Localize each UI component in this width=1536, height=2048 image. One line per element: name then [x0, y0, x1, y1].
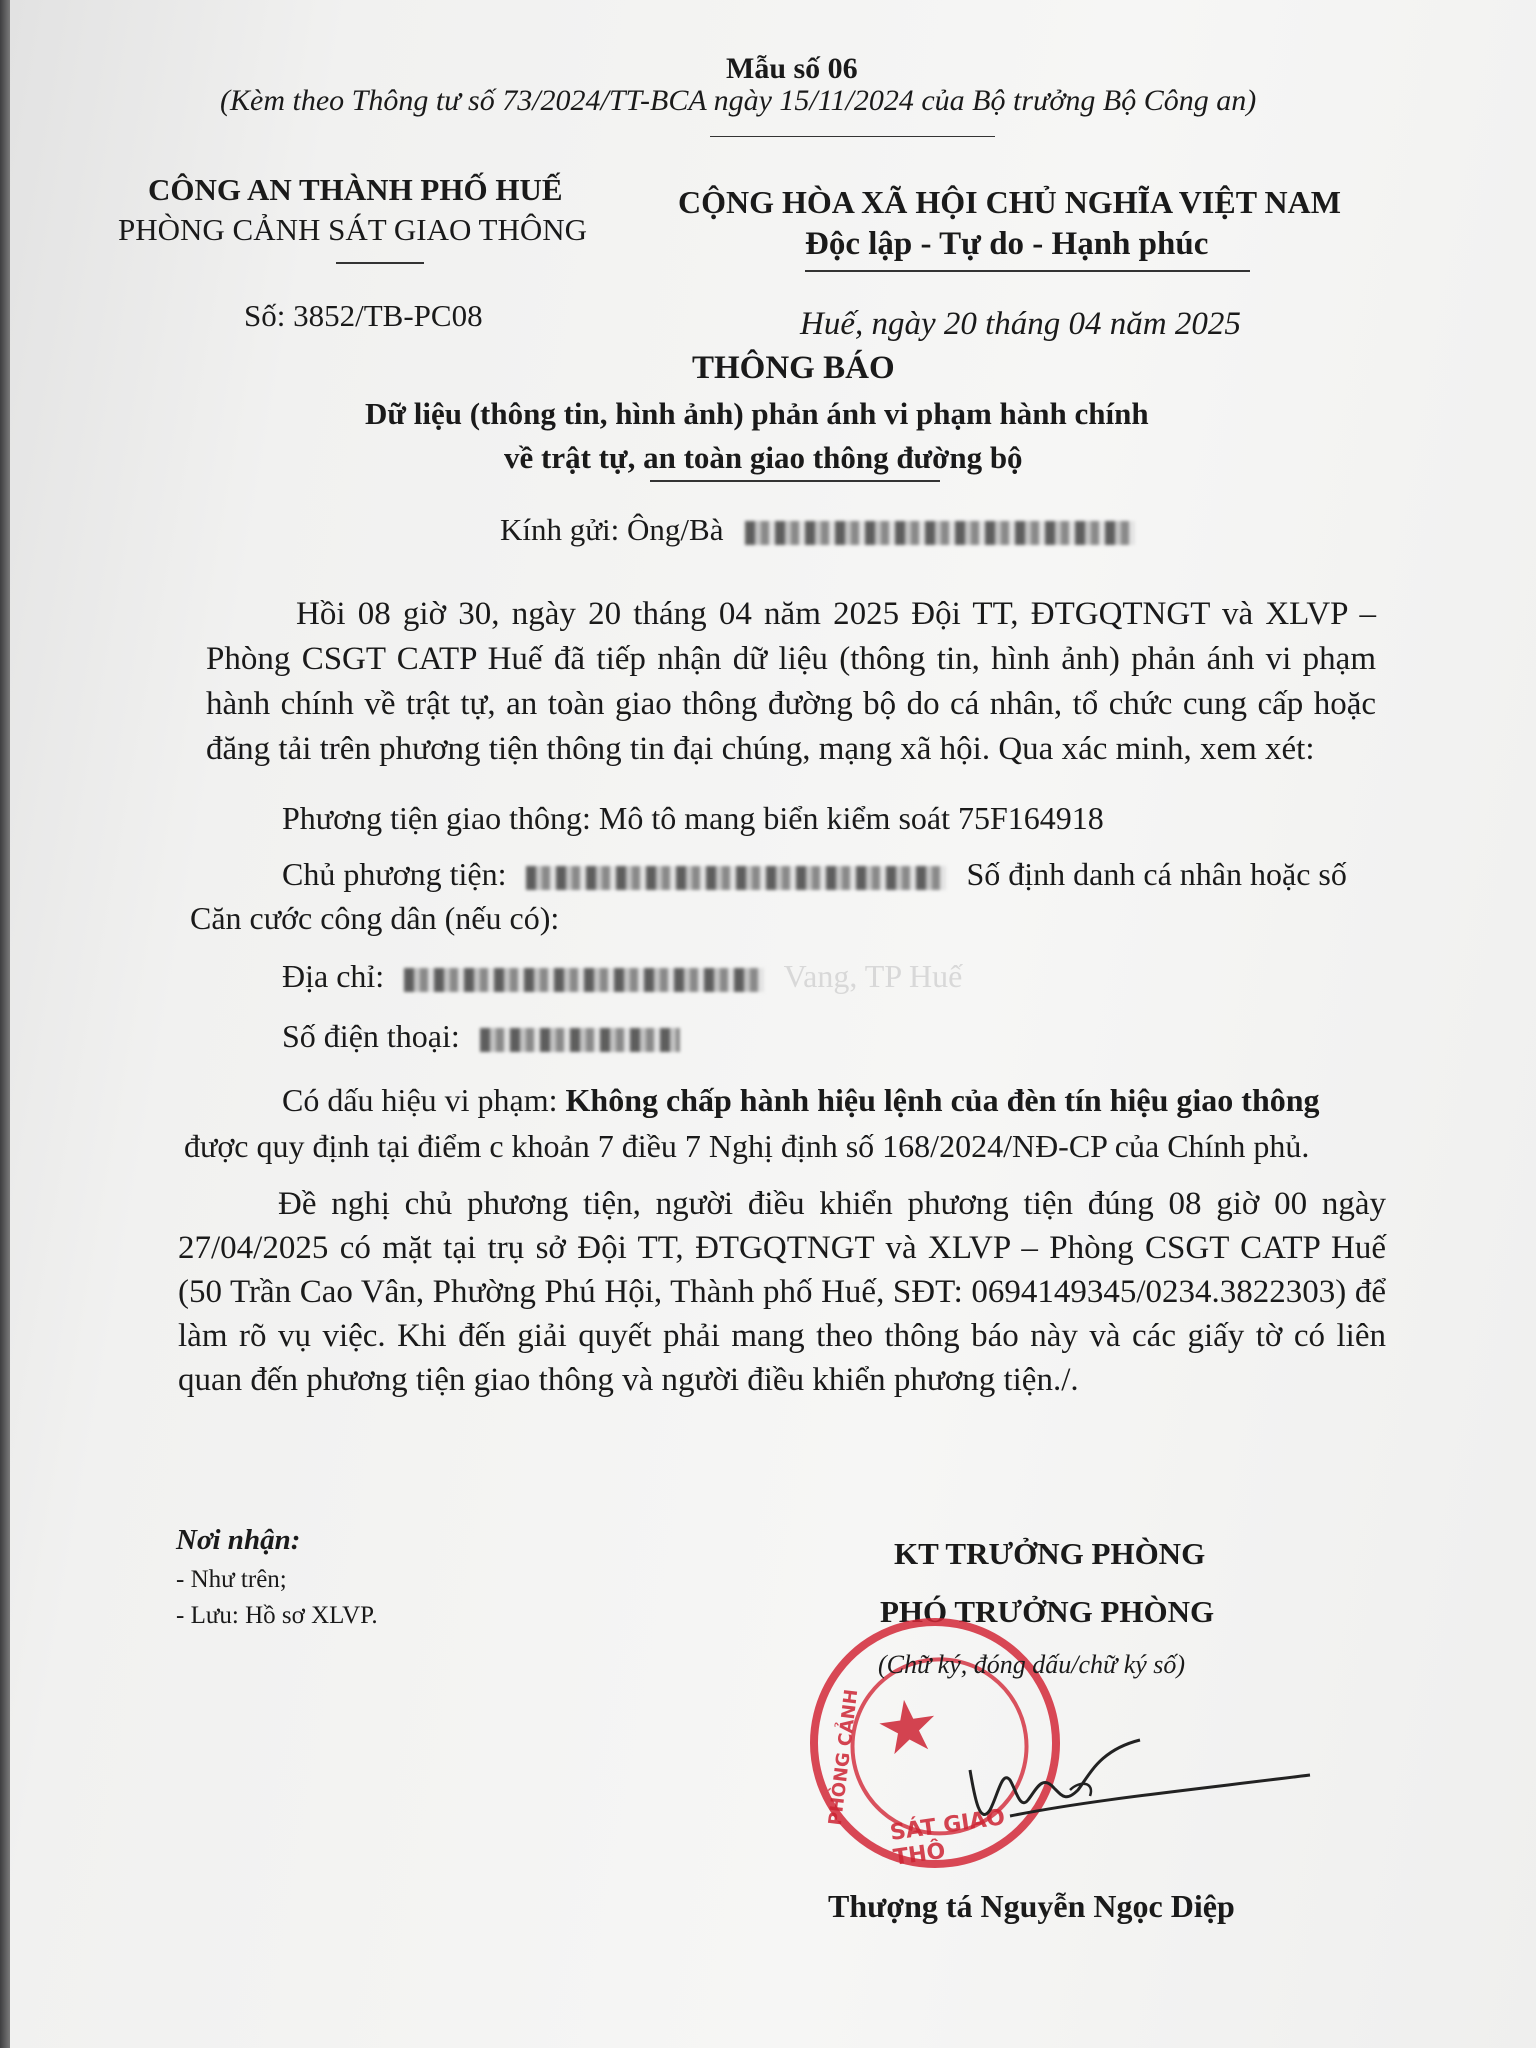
- handwritten-signature: [950, 1730, 1330, 1840]
- signature-note: (Chữ ký, đóng dấu/chữ ký số): [878, 1650, 1186, 1679]
- receivers-title: Nơi nhận:: [176, 1524, 301, 1556]
- redacted-recipient-name: [745, 521, 1135, 545]
- address-line: [282, 958, 962, 995]
- owner-id-label: Số định danh cá nhân hoặc số: [966, 856, 1347, 892]
- document-subtitle-2: về trật tự, an toàn giao thông đường bộ: [504, 440, 1023, 475]
- document-number: Số: 3852/TB-PC08: [244, 298, 483, 333]
- issue-date: Huế, ngày 20 tháng 04 năm 2025: [800, 306, 1241, 342]
- request-paragraph: [178, 1182, 1386, 1402]
- stamp-star-icon: ★: [869, 1680, 946, 1773]
- form-divider: [710, 136, 995, 137]
- nation-motto: Độc lập - Tự do - Hạnh phúc: [805, 226, 1209, 262]
- owner-id-label-2: Căn cước công dân (nếu có):: [190, 900, 560, 936]
- owner-line: [282, 856, 1347, 893]
- address-label: Địa chỉ:: [282, 958, 385, 994]
- desk-edge: [0, 0, 10, 2048]
- motto-underline: [805, 270, 1250, 272]
- signature-title-1: KT TRƯỞNG PHÒNG: [894, 1536, 1206, 1571]
- owner-label: Chủ phương tiện:: [282, 856, 507, 892]
- stamp-text-bottom: SÁT GIAO THÔ: [888, 1805, 1007, 1871]
- phone-label: Số điện thoại:: [282, 1018, 460, 1054]
- phone-line: [282, 1018, 680, 1055]
- form-number: Mẫu số 06: [726, 52, 858, 85]
- violation-text: Không chấp hành hiệu lệnh của đèn tín hiệu giao thông: [565, 1082, 1320, 1118]
- intro-text: Hồi 08 giờ 30, ngày 20 tháng 04 năm 2025 Đội TT, ĐTGQTNGT và XLVP – Phòng CSGT CATP Huế đã tiếp nhận dữ liệu (thông tin, hình ảnh) phản ánh vi phạm hành chính về trật tự, an toàn giao thông đường bộ do cá nhân, tổ chức cung cấp hoặc đăng tải trên phương tiện thông tin đại chúng, mạng xã hội. Qua xác minh, xem xét:: [206, 596, 1376, 767]
- intro-paragraph: [206, 592, 1376, 772]
- agency-name: CÔNG AN THÀNH PHỐ HUẾ: [148, 172, 563, 207]
- receiver-item-1: - Như trên;: [176, 1566, 287, 1593]
- document-subtitle-1: Dữ liệu (thông tin, hình ảnh) phản ánh vi phạm hành chính: [365, 396, 1149, 431]
- title-underline: [650, 480, 940, 482]
- agency-underline: [336, 262, 424, 264]
- stamp-text-left: PHÒNG CẢNH: [824, 1688, 863, 1827]
- document-page: [10, 0, 1536, 2048]
- receiver-item-2: - Lưu: Hồ sơ XLVP.: [176, 1602, 378, 1629]
- request-text: Đề nghị chủ phương tiện, người điều khiển phương tiện đúng 08 giờ 00 ngày 27/04/2025 có mặt tại trụ sở Đội TT, ĐTGQTNGT và XLVP – Phòng CSGT CATP Huế (50 Trần Cao Vân, Phường Phú Hội, Thành phố Huế, SĐT: 0694149345/0234.3822303) để làm rõ vụ việc. Khi đến giải quyết phải mang theo thông báo này và các giấy tờ có liên quan đến phương tiện giao thông và người điều khiển phương tiện./.: [178, 1186, 1386, 1398]
- form-note: (Kèm theo Thông tư số 73/2024/TT-BCA ngày 15/11/2024 của Bộ trưởng Bộ Công an): [220, 84, 1257, 117]
- recipient-line: [500, 512, 1135, 548]
- signature-title-2: PHÓ TRƯỞNG PHÒNG: [880, 1594, 1215, 1629]
- violation-label: Có dấu hiệu vi phạm:: [282, 1082, 558, 1118]
- department-name: PHÒNG CẢNH SÁT GIAO THÔNG: [118, 212, 588, 247]
- address-tail: Vang, TP Huế: [783, 958, 963, 994]
- redacted-owner-name: [526, 866, 946, 890]
- document-title: THÔNG BÁO: [692, 350, 895, 386]
- redacted-address: [404, 968, 764, 992]
- signer-name: Thượng tá Nguyễn Ngọc Diệp: [828, 1888, 1235, 1924]
- recipient-label: Kính gửi: Ông/Bà: [500, 512, 724, 547]
- violation-line: [282, 1082, 1320, 1119]
- redacted-phone: [480, 1028, 680, 1052]
- violation-rule: được quy định tại điểm c khoản 7 điều 7 Nghị định số 168/2024/NĐ-CP của Chính phủ.: [184, 1128, 1310, 1164]
- nation-name: CỘNG HÒA XÃ HỘI CHỦ NGHĨA VIỆT NAM: [678, 184, 1341, 220]
- vehicle-info: Phương tiện giao thông: Mô tô mang biển kiểm soát 75F164918: [282, 800, 1104, 836]
